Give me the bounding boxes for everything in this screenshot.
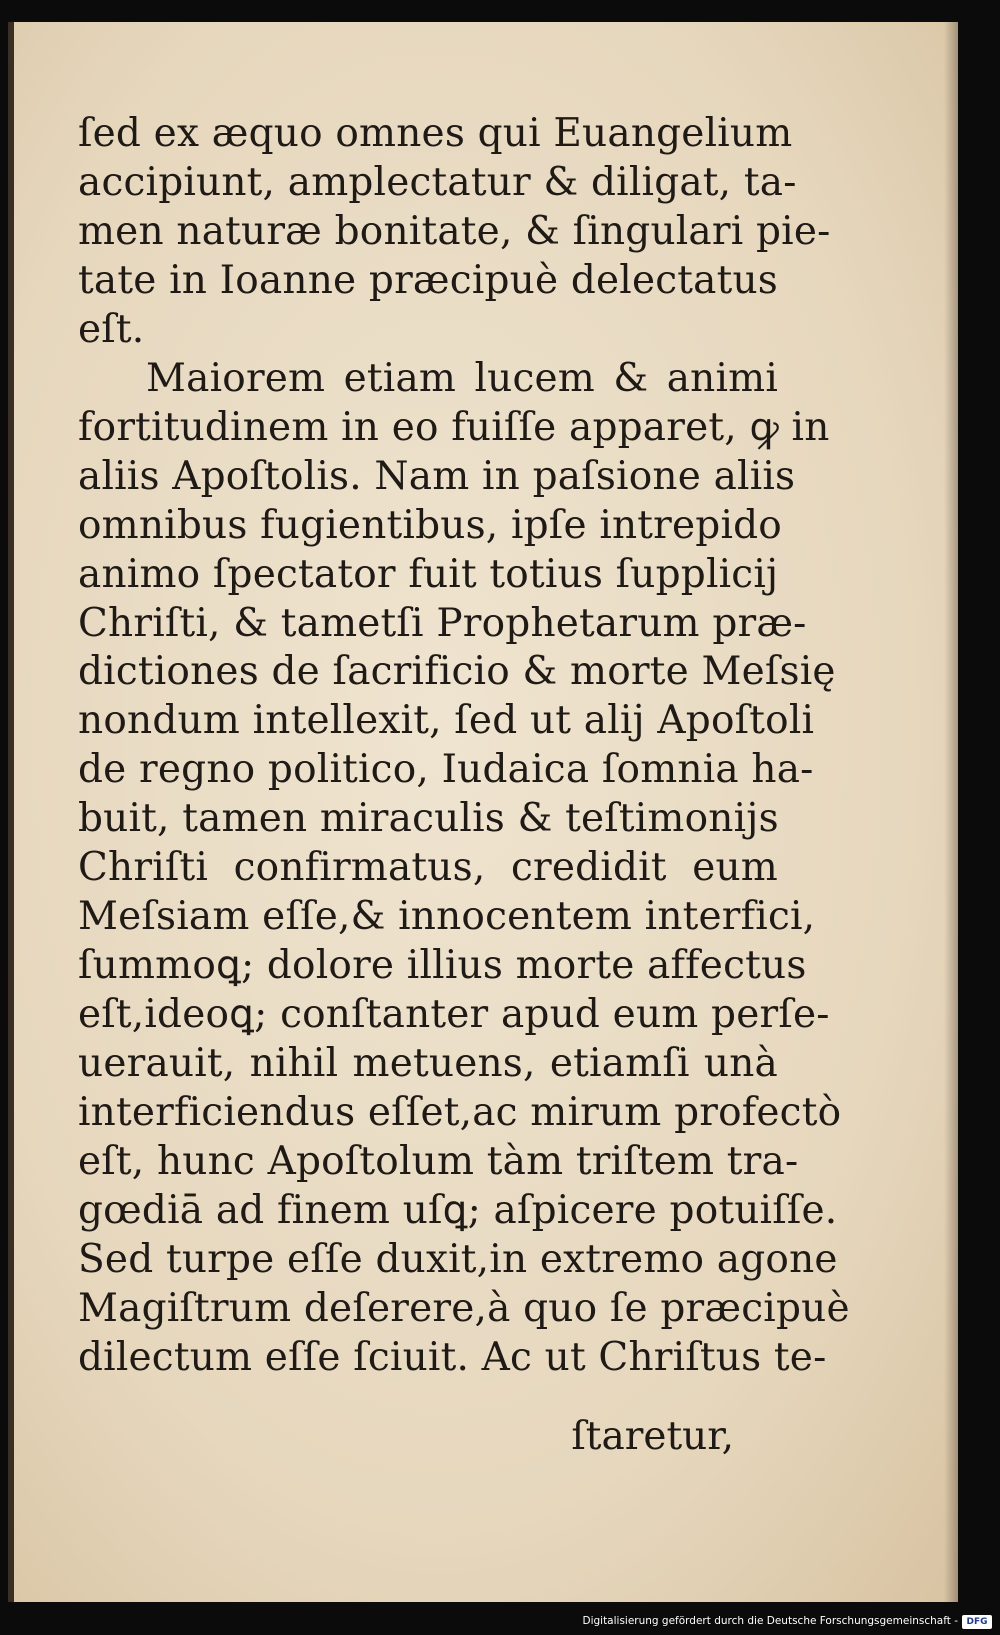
text-line: uerauit, nihil metuens, etiamſi unà [78, 1041, 778, 1087]
text-line: Magiſtrum deſerere,à quo ſe præcipuè [78, 1285, 850, 1331]
digitization-footer [0, 1602, 1000, 1635]
text-line: tate in Ioanne præcipuè delectatus [78, 257, 779, 303]
text-line: men naturæ bonitate, & ſingulari pie- [78, 208, 831, 254]
funding-credit: Digitalisierung gefördert durch die Deutsche Forschungsgemeinschaft - [582, 1615, 958, 1627]
text-line: interficiendus eſſet,ac mirum profectò [78, 1090, 842, 1136]
text-line: Chriſti confirmatus, credidit eum [78, 845, 778, 891]
text-line: nondum intellexit, ſed ut alij Apoſtoli [78, 698, 815, 744]
text-line: ſummoꝗ; dolore illius morte affectus [78, 943, 807, 989]
text-line: dictiones de ſacrificio & morte Meſsię [78, 649, 836, 695]
catchword: ſtaretur, [571, 1414, 734, 1459]
text-line: eſt,ideoꝗ; conſtanter apud eum perſe- [78, 992, 830, 1038]
page-text [78, 110, 850, 1383]
text-line: omnibus fugientibus, ipſe intrepido [78, 502, 782, 548]
text-line: eſt. [78, 306, 145, 352]
text-line: ſed ex æquo omnes qui Euangelium [78, 111, 793, 156]
text-line: eſt, hunc Apoſtolum tàm triſtem tra- [78, 1139, 799, 1185]
text-line: aliis Apoſtolis. Nam in paſsione aliis [78, 453, 796, 499]
text-line: fortitudinem in eo fuiſſe apparet, ꝙ in [78, 404, 830, 450]
text-line: Maiorem etiam lucem & animi [146, 355, 778, 401]
text-line: gœdiā ad finem uſꝗ; aſpicere potuiſſe. [78, 1187, 838, 1233]
text-line: animo ſpectator fuit totius ſupplicij [78, 551, 779, 597]
text-line: accipiunt, amplectatur & diligat, ta- [78, 159, 797, 205]
dfg-logo-icon: DFG [962, 1615, 992, 1629]
text-line: buit, tamen miraculis & teſtimonijs [78, 796, 779, 842]
text-line: Sed turpe eſſe duxit,in extremo agone [78, 1236, 838, 1282]
text-line: dilectum eſſe ſciuit. Ac ut Chriſtus te- [78, 1334, 827, 1380]
book-page [8, 22, 958, 1602]
text-line: de regno politico, Iudaica ſomnia ha- [78, 747, 814, 793]
text-line: Chriſti, & tametſi Prophetarum præ- [78, 600, 807, 646]
text-line: Meſsiam eſſe,& innocentem interfici, [78, 894, 816, 940]
